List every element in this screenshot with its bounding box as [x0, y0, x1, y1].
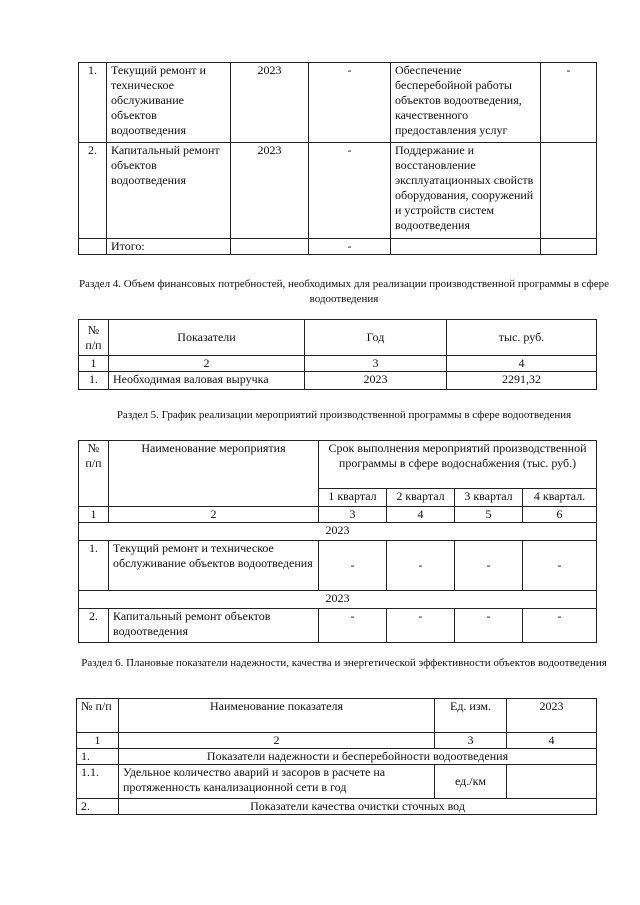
activity-purpose: Поддержание и восстановление эксплуатационных свойств оборудования, сооружений и устройств систем водоотведения [391, 143, 541, 239]
activity-effect: - [541, 63, 597, 143]
row-number: 2. [79, 143, 107, 239]
quarter-value: - [523, 609, 597, 643]
col-number: 1 [77, 733, 119, 749]
header-year: Год [305, 320, 447, 356]
section5-title: Раздел 5. График реализации мероприятий производственной программы в сфере водоотведения [116, 409, 572, 421]
quarter-value: - [523, 541, 597, 591]
activity-year: 2023 [231, 63, 309, 143]
col-number: 3 [319, 507, 387, 523]
group-number: 2. [77, 799, 119, 815]
header-year: 2023 [507, 699, 597, 733]
header-period: Срок выполнения мероприятий производственной программы в сфере водоснабжения (тыс. руб.) [319, 441, 597, 489]
activity-purpose: Обеспечение бесперебойной работы объектов водоотведения, качественного предоставления услуг [391, 63, 541, 143]
activity-name: Капитальный ремонт объектов водоотведения [107, 143, 231, 239]
total-label: Итого: [107, 239, 231, 255]
total-value: - [309, 239, 391, 255]
activities-table [78, 62, 597, 255]
header-indicator: Наименование показателя [119, 699, 435, 733]
group-label: Показатели качества очистки сточных вод [119, 799, 597, 815]
header-value: тыс. руб. [447, 320, 597, 356]
table-row [79, 609, 597, 643]
col-number: 4 [387, 507, 455, 523]
col-number: 1 [79, 507, 109, 523]
activity-year: 2023 [231, 143, 309, 239]
col-number: 4 [507, 733, 597, 749]
quarter-value: - [455, 541, 523, 591]
indicators-table [76, 698, 597, 815]
table-row [79, 63, 597, 143]
col-number: 6 [523, 507, 597, 523]
schedule-table [78, 440, 597, 643]
col-number: 2 [119, 733, 435, 749]
activity-name: Капитальный ремонт объектов водоотведения [109, 609, 319, 643]
indicator-name: Удельное количество аварий и засоров в расчете на протяженность канализационной сети в год [119, 765, 435, 799]
quarter-4: 4 квартал. [523, 489, 597, 507]
indicator-unit: ед./км [435, 765, 507, 799]
row-number: 1.1. [77, 765, 119, 799]
col-number: 3 [305, 356, 447, 372]
group-number: 1. [77, 749, 119, 765]
table-row [77, 765, 597, 799]
header-num: № п/п [79, 441, 109, 507]
indicator-value [507, 765, 597, 799]
header-activity: Наименование мероприятия [109, 441, 319, 507]
year-label: 2023 [79, 523, 597, 541]
indicator-name: Необходимая валовая выручка [109, 372, 305, 390]
col-number: 4 [447, 356, 597, 372]
quarter-2: 2 квартал [387, 489, 455, 507]
quarter-value: - [387, 541, 455, 591]
header-unit: Ед. изм. [435, 699, 507, 733]
header-indicator: Показатели [109, 320, 305, 356]
table-row [79, 372, 597, 390]
activity-cost: - [309, 143, 391, 239]
quarter-value: - [387, 609, 455, 643]
indicator-value: 2291,32 [447, 372, 597, 390]
section4-title: Раздел 4. Объем финансовых потребностей, необходимых для реализации производственной программы в сфере водоотведения [78, 278, 610, 305]
quarter-3: 3 квартал [455, 489, 523, 507]
section6-title: Раздел 6. Плановые показатели надежности, качества и энергетической эффективности объектов водоотведения [81, 657, 607, 669]
group-label: Показатели надежности и бесперебойности водоотведения [119, 749, 597, 765]
row-number: 1. [79, 372, 109, 390]
quarter-value: - [319, 609, 387, 643]
table-row [79, 541, 597, 591]
col-number: 2 [109, 507, 319, 523]
activity-name: Текущий ремонт и техническое обслуживание объектов водоотведения [107, 63, 231, 143]
indicator-year: 2023 [305, 372, 447, 390]
row-number: 1. [79, 63, 107, 143]
header-num: № п/п [79, 320, 109, 356]
header-num: № п/п [77, 699, 119, 733]
row-number: 1. [79, 541, 109, 591]
activity-name: Текущий ремонт и техническое обслуживание объектов водоотведения [109, 541, 319, 591]
quarter-1: 1 квартал [319, 489, 387, 507]
total-row [79, 239, 597, 255]
activity-effect [541, 143, 597, 239]
col-number: 3 [435, 733, 507, 749]
table-row [79, 143, 597, 239]
col-number: 5 [455, 507, 523, 523]
financial-needs-table [78, 319, 597, 390]
col-number: 2 [109, 356, 305, 372]
quarter-value: - [455, 609, 523, 643]
quarter-value: - [319, 541, 387, 591]
col-number: 1 [79, 356, 109, 372]
year-label: 2023 [79, 591, 597, 609]
activity-cost: - [309, 63, 391, 143]
row-number: 2. [79, 609, 109, 643]
